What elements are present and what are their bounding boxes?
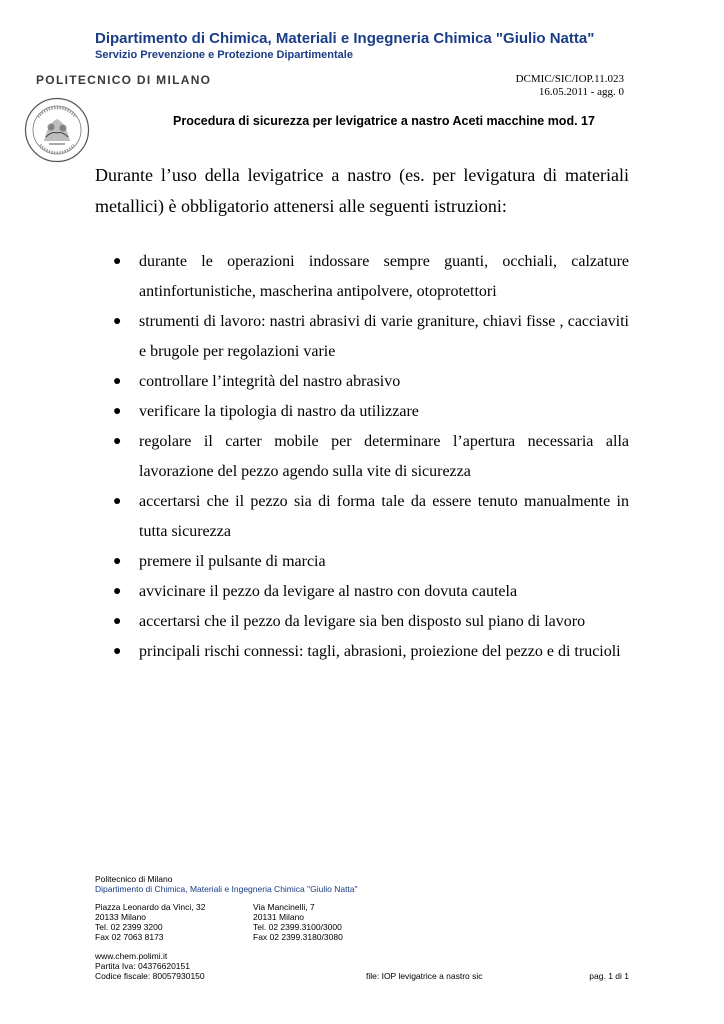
bullet-icon: ● (113, 374, 122, 389)
list-item (95, 487, 629, 547)
document-code-number: DCMIC/SIC/IOP.11.023 (515, 73, 624, 85)
procedure-title: Procedura di sicurezza per levigatrice a nastro Aceti macchine mod. 17 (173, 114, 595, 128)
bullet-icon: ● (113, 404, 122, 419)
footer-address-1 (95, 902, 205, 942)
bullet-icon: ● (113, 494, 122, 509)
list-item-text: premere il pulsante di marcia (139, 553, 326, 570)
list-item-text: avvicinare il pezzo da levigare al nastro con dovuta cautela (139, 583, 518, 600)
list-item-text: durante le operazioni indossare sempre guanti, occhiali, calzature antinfortunistiche, mascherina antipolvere, otoprotettori (139, 253, 629, 300)
footer-address-line: Piazza Leonardo da Vinci, 32 (95, 902, 206, 912)
bullet-icon: ● (113, 584, 122, 599)
bullet-icon: ● (113, 644, 122, 659)
list-item-text: accertarsi che il pezzo da levigare sia ben disposto sul piano di lavoro (139, 613, 586, 630)
department-header: Dipartimento di Chimica, Materiali e Ingegneria Chimica "Giulio Natta" (95, 30, 595, 47)
list-item-text: accertarsi che il pezzo sia di forma tale da essere tenuto manualmente in tutta sicurezza (139, 493, 629, 540)
footer-department: Dipartimento di Chimica, Materiali e Ingegneria Chimica "Giulio Natta" (95, 884, 358, 894)
bullet-icon: ● (113, 434, 122, 449)
list-item-text: controllare l’integrità del nastro abrasivo (139, 373, 401, 390)
list-item (95, 577, 629, 607)
list-item (95, 427, 629, 487)
service-header: Servizio Prevenzione e Protezione Dipartimentale (95, 49, 353, 61)
bullet-icon: ● (113, 254, 122, 269)
footer-address-line: Fax 02 2399.3180/3080 (253, 932, 343, 942)
list-item (95, 637, 629, 667)
document-code-date: 16.05.2011 - agg. 0 (538, 86, 624, 98)
footer-vat: Partita Iva: 04376620151 (95, 961, 190, 971)
safety-rules-list (95, 247, 629, 667)
intro-paragraph: Durante l’uso della levigatrice a nastro (es. per levigatura di materiali metallici) è obbligatorio attenersi alle seguenti istruzioni: (95, 165, 629, 216)
university-seal-icon (24, 97, 90, 163)
bullet-icon: ● (113, 554, 122, 569)
list-item (95, 397, 629, 427)
document-code (516, 73, 624, 99)
footer-page-number: pag. 1 di 1 (589, 971, 629, 981)
bullet-icon: ● (113, 614, 122, 629)
footer-address-line: Tel. 02 2399.3100/3000 (253, 922, 342, 932)
footer-address-line: Tel. 02 2399 3200 (95, 922, 163, 932)
footer-address-line: 20131 Milano (253, 912, 305, 922)
footer-address-line: Via Mancinelli, 7 (253, 902, 315, 912)
list-item (95, 367, 629, 397)
footer-legal (95, 951, 205, 981)
footer-address-2 (253, 902, 343, 942)
list-item (95, 547, 629, 577)
bullet-icon: ● (113, 314, 122, 329)
footer-fiscal-code: Codice fiscale: 80057930150 (95, 971, 205, 981)
footer-address-line: Fax 02 7063 8173 (95, 932, 164, 942)
footer-institution: Politecnico di Milano (95, 874, 173, 884)
list-item-text: regolare il carter mobile per determinare l’apertura necessaria alla lavorazione del pezzo agendo sulla vite di sicurezza (139, 433, 629, 480)
institution-logo: POLITECNICO DI MILANO (36, 73, 212, 87)
list-item (95, 247, 629, 307)
list-item-text: verificare la tipologia di nastro da utilizzare (139, 403, 419, 420)
list-item (95, 307, 629, 367)
footer-file-name: file: IOP levigatrice a nastro sic (366, 971, 483, 981)
list-item (95, 607, 629, 637)
list-item-text: principali rischi connessi: tagli, abrasioni, proiezione del pezzo e di trucioli (139, 643, 621, 660)
footer-address-line: 20133 Milano (95, 912, 147, 922)
list-item-text: strumenti di lavoro: nastri abrasivi di varie graniture, chiavi fisse , cacciaviti e brugole per regolazioni varie (139, 313, 629, 360)
footer-website: www.chem.polimi.it (95, 951, 168, 961)
